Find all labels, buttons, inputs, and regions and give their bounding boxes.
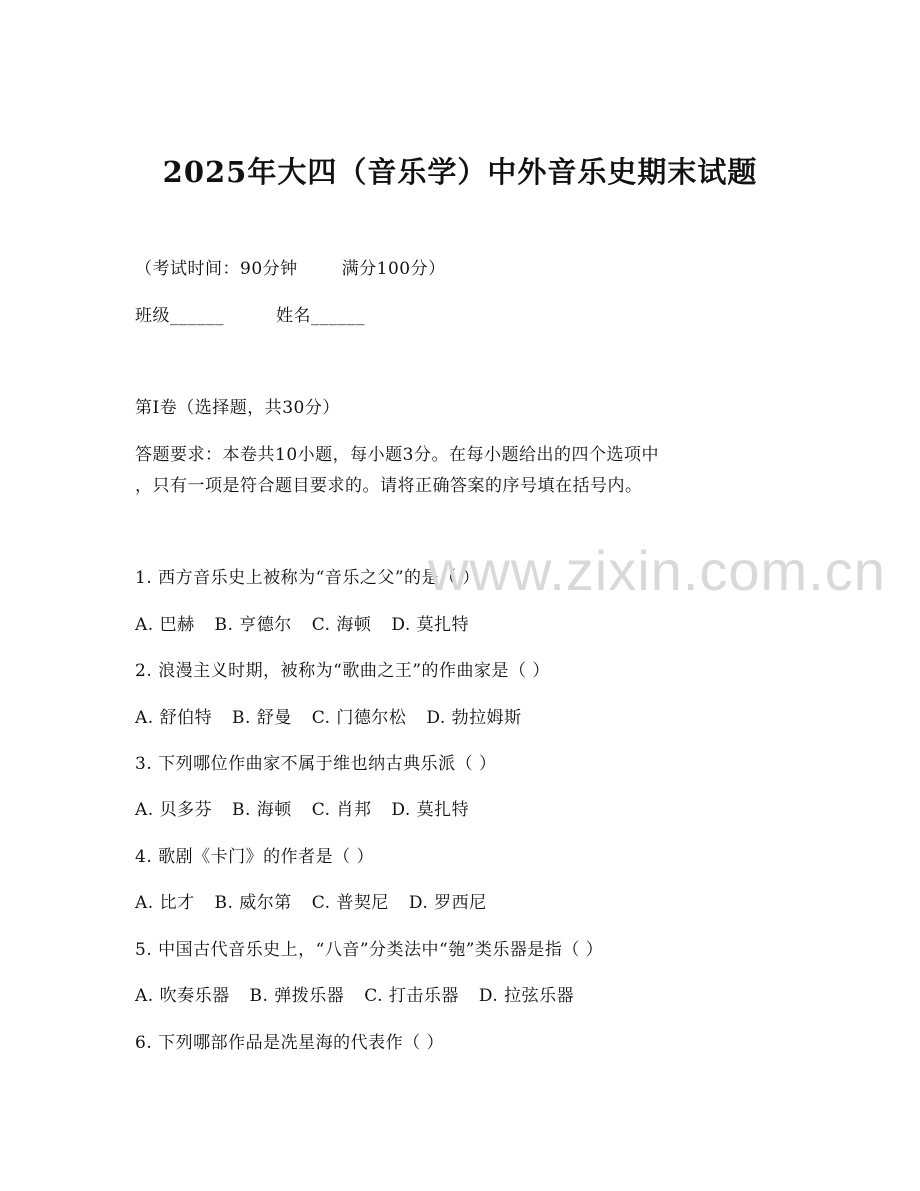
option-a: A. 舒伯特 bbox=[135, 708, 213, 728]
exam-score: 满分100分） bbox=[341, 259, 446, 279]
instructions-line-1: 答题要求：本卷共10小题，每小题3分。在每小题给出的四个选项中 bbox=[135, 445, 659, 465]
option-a: A. 吹奏乐器 bbox=[135, 986, 230, 1006]
option-d: D. 勃拉姆斯 bbox=[426, 708, 522, 728]
option-a: A. 贝多芬 bbox=[135, 800, 213, 820]
option-b: B. 威尔第 bbox=[214, 893, 292, 913]
option-b: B. 海顿 bbox=[232, 800, 292, 820]
question-2-options bbox=[135, 703, 536, 728]
class-field: 班级______ bbox=[135, 306, 224, 326]
option-c: C. 海顿 bbox=[311, 615, 372, 635]
instructions-line-2: ，只有一项是符合题目要求的。请将正确答案的序号填在括号内。 bbox=[135, 476, 643, 496]
option-d: D. 莫扎特 bbox=[391, 800, 470, 820]
page-title: 2025年大四（音乐学）中外音乐史期末试题 bbox=[162, 155, 758, 189]
question-1-options bbox=[135, 610, 483, 635]
exam-time: （考试时间：90分钟 bbox=[135, 259, 298, 279]
question-4-stem: 4. 歌剧《卡门》的作者是（ ） bbox=[135, 847, 375, 867]
option-d: D. 罗西尼 bbox=[408, 893, 487, 913]
question-5-options bbox=[135, 981, 588, 1006]
question-2-stem: 2. 浪漫主义时期，被称为“歌曲之王”的作曲家是（ ） bbox=[135, 661, 550, 681]
option-c: C. 肖邦 bbox=[311, 800, 372, 820]
watermark: www.zixin.com.cn bbox=[428, 539, 886, 602]
option-b: B. 舒曼 bbox=[232, 708, 292, 728]
student-info bbox=[135, 301, 365, 326]
option-a: A. 巴赫 bbox=[135, 615, 195, 635]
question-6-stem: 6. 下列哪部作品是冼星海的代表作（ ） bbox=[135, 1033, 445, 1053]
exam-info bbox=[135, 254, 446, 279]
option-b: B. 弹拨乐器 bbox=[249, 986, 345, 1006]
question-4-options bbox=[135, 888, 501, 913]
question-5-stem: 5. 中国古代音乐史上，“八音”分类法中“匏”类乐器是指（ ） bbox=[135, 940, 604, 960]
option-a: A. 比才 bbox=[135, 893, 195, 913]
question-1-stem: 1. 西方音乐史上被称为“音乐之父”的是（ ） bbox=[135, 568, 480, 588]
option-c: C. 门德尔松 bbox=[311, 708, 407, 728]
option-c: C. 普契尼 bbox=[311, 893, 389, 913]
option-d: D. 拉弦乐器 bbox=[478, 986, 575, 1006]
option-b: B. 亨德尔 bbox=[214, 615, 292, 635]
option-c: C. 打击乐器 bbox=[364, 986, 459, 1006]
option-d: D. 莫扎特 bbox=[391, 615, 470, 635]
section-title: 第Ⅰ卷（选择题，共30分） bbox=[135, 398, 340, 418]
question-3-stem: 3. 下列哪位作曲家不属于维也纳古典乐派（ ） bbox=[135, 754, 497, 774]
question-3-options bbox=[135, 795, 483, 820]
name-field: 姓名______ bbox=[276, 306, 365, 326]
